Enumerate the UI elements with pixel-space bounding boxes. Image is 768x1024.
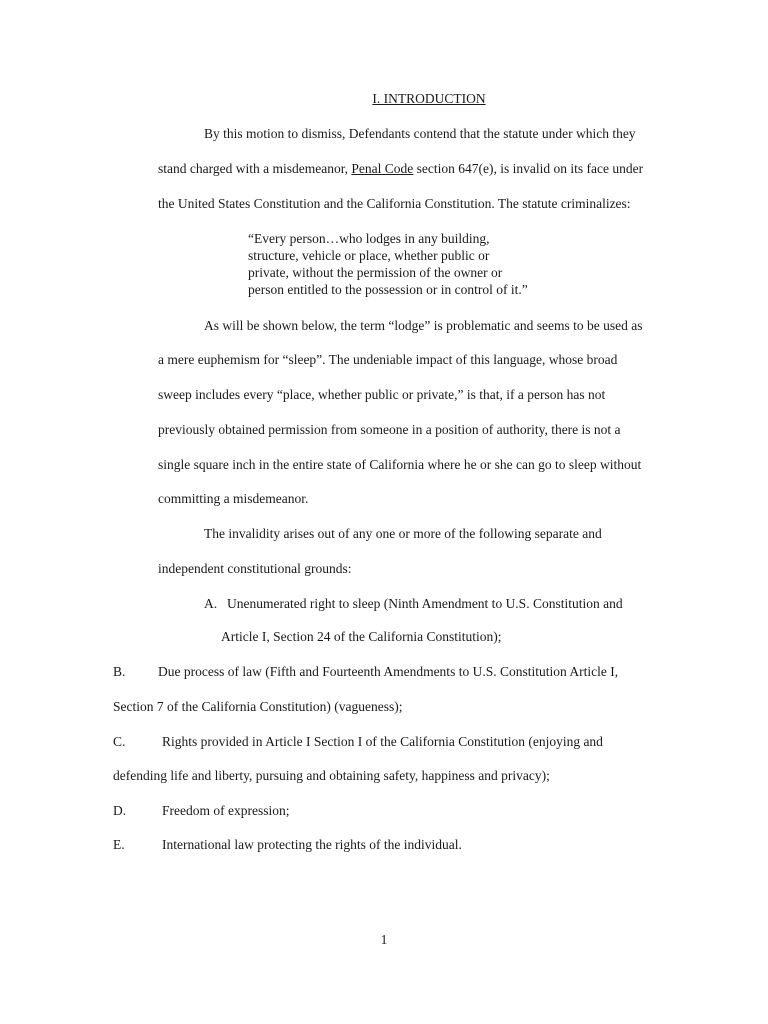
para2-line-4: previously obtained permission from someone in a position of authority, there is not a <box>158 422 621 437</box>
statute-quote-line-3: private, without the permission of the owner or <box>248 265 503 280</box>
statute-quote <box>248 230 528 298</box>
para2-line-6: committing a misdemeanor. <box>158 491 309 506</box>
intro-line-2 <box>158 160 643 178</box>
ground-b-label: B. <box>113 664 126 679</box>
ground-a-line-1: Unenumerated right to sleep (Ninth Amendment to U.S. Constitution and <box>227 596 623 611</box>
page-number: 1 <box>380 932 388 947</box>
ground-d-line-1: Freedom of expression; <box>162 803 290 818</box>
section-heading-text: I. INTRODUCTION <box>372 91 486 106</box>
intro-line-3: the United States Constitution and the California Constitution. The statute criminalizes: <box>158 196 631 211</box>
ground-a-label: A. <box>204 596 218 611</box>
para3-line-1: The invalidity arises out of any one or more of the following separate and <box>204 526 602 541</box>
para2-line-3: sweep includes every “place, whether public or private,” is that, if a person has not <box>158 387 606 402</box>
section-heading <box>0 91 768 107</box>
ground-b-line-2: Section 7 of the California Constitution) (vagueness); <box>113 699 403 714</box>
ground-b-line-1: Due process of law (Fifth and Fourteenth Amendments to U.S. Constitution Article I, <box>158 664 619 679</box>
para2-line-2: a mere euphemism for “sleep”. The undeniable impact of this language, whose broad <box>158 352 618 367</box>
ground-c-line-2: defending life and liberty, pursuing and obtaining safety, happiness and privacy); <box>113 768 550 783</box>
ground-e-line-1: International law protecting the rights of the individual. <box>162 837 462 852</box>
para2-line-1: As will be shown below, the term “lodge” is problematic and seems to be used as <box>204 318 643 333</box>
intro-line-1: By this motion to dismiss, Defendants contend that the statute under which they <box>204 126 636 141</box>
ground-a-line-2: Article I, Section 24 of the California Constitution); <box>221 629 502 644</box>
ground-c-label: C. <box>113 734 126 749</box>
ground-d-label: D. <box>113 803 127 818</box>
statute-quote-line-1: “Every person…who lodges in any building, <box>248 231 490 246</box>
para3-line-2: independent constitutional grounds: <box>158 561 352 576</box>
intro-line-2-start: stand charged with a misdemeanor, <box>158 161 352 176</box>
statute-quote-line-4: person entitled to the possession or in control of it.” <box>248 282 528 297</box>
statute-quote-line-2: structure, vehicle or place, whether public or <box>248 248 490 263</box>
penal-code-citation: Penal Code <box>351 161 414 176</box>
para2-line-5: single square inch in the entire state of California where he or she can go to sleep without <box>158 457 642 472</box>
ground-e-label: E. <box>113 837 125 852</box>
intro-line-2-end: section 647(e), is invalid on its face under <box>413 161 644 176</box>
ground-c-line-1: Rights provided in Article I Section I of the California Constitution (enjoying and <box>162 734 603 749</box>
